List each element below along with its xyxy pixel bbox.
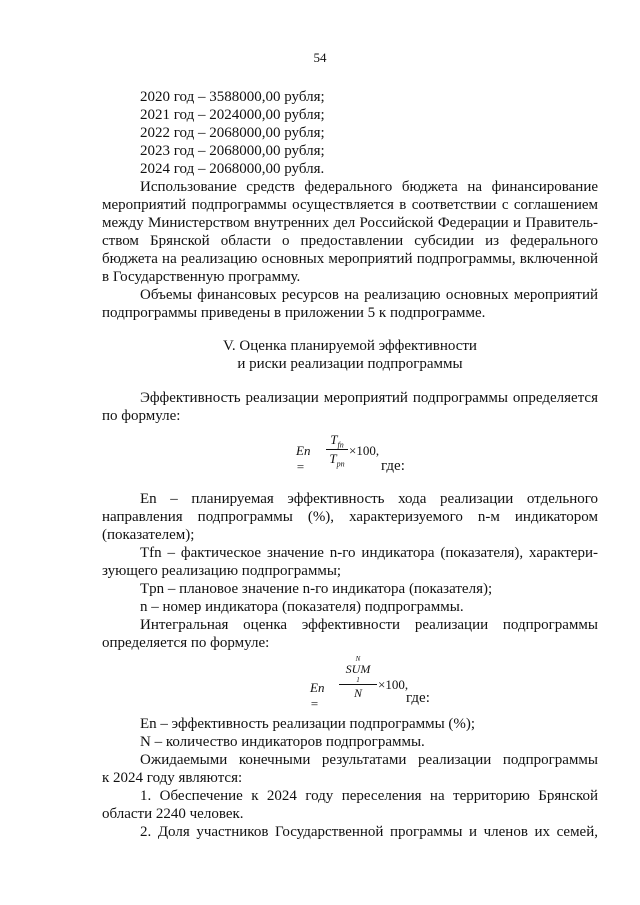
funding-line: 2020 год – 3588000,00 рубля; [140,89,325,105]
definition-line: зующего реализацию подпрограммы; [102,563,342,579]
funding-line: 2021 год – 2024000,00 рубля; [140,107,325,123]
definition-line: n – номер индикатора (показателя) подпрограммы. [140,599,464,615]
definition-line: En – эффективность реализации подпрограммы (%); [140,716,476,732]
fraction-bar [339,684,377,685]
paragraph-line: определяется по формуле: [102,635,270,651]
paragraph-line: Объемы финансовых ресурсов на реализацию основных мероприятий [140,287,598,303]
paragraph-line: бюджета на реализацию основных мероприятий подпрограммы, включенной [102,251,598,267]
list-item: области 2240 человек. [102,806,244,822]
definition-line: N – количество индикаторов подпрограммы. [140,734,425,750]
paragraph-line: подпрограммы приведены в приложении 5 к подпрограмме. [102,305,486,321]
definition-line: Tpn – плановое значение n-го индикатора (показателя); [140,581,493,597]
paragraph-line: ством Брянской области о предоставлении субсидии из федерального [102,233,598,249]
section-title: V. Оценка планируемой эффективности [223,338,477,354]
paragraph-line: по формуле: [102,408,181,424]
list-item: 1. Обеспечение к 2024 году переселения на территорию Брянской [140,788,598,804]
definition-line: направления подпрограммы (%), характеризуемого n-м индикатором [102,509,598,525]
page-number: 54 [313,50,327,65]
paragraph-line: Использование средств федерального бюджета на финансирование [140,179,598,195]
section-title: и риски реализации подпрограммы [237,356,463,372]
list-item: 2. Доля участников Государственной программы и членов их семей, [140,824,598,840]
paragraph-line: в Государственную программу. [102,269,301,285]
paragraph-line: Интегральная оценка эффективности реализации подпрограммы [140,617,598,633]
paragraph-line: Эффективность реализации мероприятий подпрограммы определяется [140,390,598,406]
funding-line: 2023 год – 2068000,00 рубля; [140,143,325,159]
fraction-bar [326,449,348,450]
definition-line: En – планируемая эффективность хода реализации отдельного [140,491,598,507]
funding-line: 2022 год – 2068000,00 рубля; [140,125,325,141]
funding-line: 2024 год – 2068000,00 рубля. [140,161,325,177]
paragraph-line: мероприятий подпрограммы осуществляется в соответствии с соглашением [102,197,598,213]
paragraph-line: к 2024 году являются: [102,770,243,786]
definition-line: (показателем); [102,527,195,543]
paragraph-line: Ожидаемыми конечными результатами реализации подпрограммы [140,752,598,768]
paragraph-line: между Министерством внутренних дел Российской Федерации и Правитель- [102,215,598,231]
definition-line: Tfn – фактическое значение n-го индикатора (показателя), характери- [140,545,598,561]
